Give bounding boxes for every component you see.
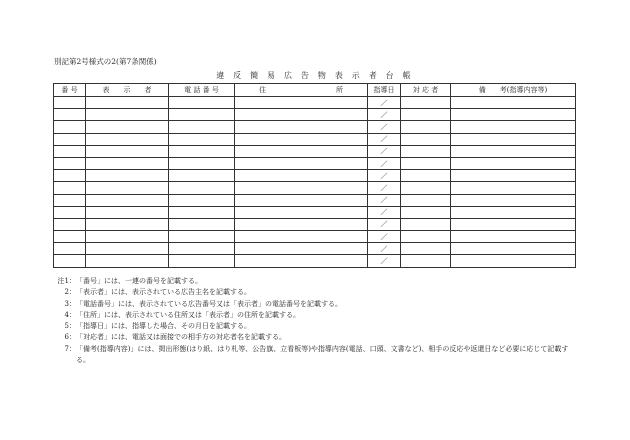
header-phone: 電 話 番 号 (169, 84, 235, 97)
cell-responder (401, 157, 451, 169)
cell-displayer (86, 206, 169, 218)
cell-responder (401, 97, 451, 109)
cell-address (235, 133, 368, 145)
register-body (54, 97, 576, 268)
cell-remarks (451, 97, 576, 109)
cell-number (54, 121, 86, 133)
cell-phone (169, 231, 235, 243)
cell-responder (401, 218, 451, 230)
cell-phone (169, 243, 235, 255)
cell-displayer (86, 97, 169, 109)
cell-address (235, 255, 368, 267)
cell-phone (169, 133, 235, 145)
header-displayer: 表 示 者 (86, 84, 169, 97)
note-number: 注1： (57, 277, 76, 285)
cell-guidance-date: ／ (368, 218, 401, 230)
cell-remarks (451, 255, 576, 267)
cell-remarks (451, 109, 576, 121)
table-row (54, 109, 576, 121)
table-row (54, 255, 576, 267)
note-number: 4： (64, 310, 76, 319)
cell-phone (169, 121, 235, 133)
cell-number (54, 109, 86, 121)
cell-phone (169, 255, 235, 267)
cell-displayer (86, 231, 169, 243)
note-text: 「指導日」には、指導した場合、その月日を記載する。 (76, 322, 251, 331)
cell-phone (169, 218, 235, 230)
note-number: 3： (64, 299, 76, 308)
cell-number (54, 182, 86, 194)
header-remarks: 備 考(指導内容等) (451, 84, 576, 97)
cell-displayer (86, 145, 169, 157)
note-text: 「表示者」には、表示されている広告主名を記載する。 (76, 288, 251, 297)
cell-phone (169, 206, 235, 218)
table-row (54, 218, 576, 230)
note-text: 「備考(指導内容)」には、掲出形態(はり紙、はり札等、公告旗、立看板等)や指導内容(電話、口頭、文書など)、相手の反応や返還日など必要に応じて記載する。 (76, 344, 569, 365)
cell-address (235, 145, 368, 157)
cell-guidance-date: ／ (368, 182, 401, 194)
cell-displayer (86, 109, 169, 121)
cell-displayer (86, 121, 169, 133)
cell-phone (169, 97, 235, 109)
cell-address (235, 182, 368, 194)
cell-number (54, 255, 86, 267)
table-row (54, 121, 576, 133)
note-text: 「番号」には、一連の番号を記載する。 (76, 277, 202, 285)
note-text: 「住所」には、表示されている住所又は「表示者」の住所を記載する。 (76, 310, 300, 319)
cell-displayer (86, 182, 169, 194)
table-row (54, 243, 576, 255)
cell-guidance-date: ／ (368, 255, 401, 267)
cell-responder (401, 121, 451, 133)
cell-displayer (86, 255, 169, 267)
cell-number (54, 194, 86, 206)
cell-guidance-date: ／ (368, 170, 401, 182)
table-header-row (54, 84, 576, 97)
table-row (54, 157, 576, 169)
table-row (54, 145, 576, 157)
note-text: 「電話番号」には、表示されている広告番号又は「表示者」の電話番号を記載する。 (76, 299, 342, 308)
cell-address (235, 121, 368, 133)
cell-remarks (451, 170, 576, 182)
cell-guidance-date: ／ (368, 206, 401, 218)
note-item (54, 287, 578, 298)
cell-number (54, 243, 86, 255)
cell-guidance-date: ／ (368, 133, 401, 145)
cell-displayer (86, 194, 169, 206)
cell-address (235, 157, 368, 169)
table-row (54, 182, 576, 194)
cell-address (235, 109, 368, 121)
note-number: 2： (64, 288, 76, 297)
form-number-label: 別記第2号様式の2(第7条関係) (54, 57, 157, 66)
cell-guidance-date: ／ (368, 109, 401, 121)
cell-phone (169, 170, 235, 182)
table-row (54, 170, 576, 182)
cell-number (54, 133, 86, 145)
cell-remarks (451, 194, 576, 206)
note-item (54, 332, 578, 343)
cell-remarks (451, 133, 576, 145)
table-row (54, 206, 576, 218)
cell-number (54, 206, 86, 218)
cell-remarks (451, 157, 576, 169)
cell-number (54, 218, 86, 230)
cell-displayer (86, 157, 169, 169)
cell-address (235, 206, 368, 218)
cell-guidance-date: ／ (368, 121, 401, 133)
cell-remarks (451, 218, 576, 230)
cell-address (235, 218, 368, 230)
cell-displayer (86, 243, 169, 255)
table-row (54, 97, 576, 109)
cell-phone (169, 194, 235, 206)
cell-phone (169, 109, 235, 121)
header-number: 番 号 (54, 84, 86, 97)
cell-guidance-date: ／ (368, 145, 401, 157)
cell-displayer (86, 133, 169, 145)
header-address: 住 所 (235, 84, 368, 97)
table-row (54, 194, 576, 206)
cell-displayer (86, 218, 169, 230)
cell-number (54, 170, 86, 182)
cell-responder (401, 145, 451, 157)
cell-remarks (451, 121, 576, 133)
cell-remarks (451, 206, 576, 218)
header-responder: 対 応 者 (401, 84, 451, 97)
cell-responder (401, 133, 451, 145)
document-title: 違 反 簡 易 広 告 物 表 示 者 台 帳 (216, 71, 414, 80)
cell-responder (401, 231, 451, 243)
note-text: 「対応者」には、電話又は面接での相手方の対応者名を記載する。 (76, 333, 286, 342)
cell-address (235, 194, 368, 206)
cell-responder (401, 243, 451, 255)
cell-number (54, 145, 86, 157)
note-number: 7： (64, 344, 76, 353)
note-item (54, 276, 578, 287)
notes-section (54, 276, 578, 366)
cell-responder (401, 109, 451, 121)
cell-responder (401, 182, 451, 194)
cell-guidance-date: ／ (368, 97, 401, 109)
note-item (54, 344, 578, 367)
cell-phone (169, 157, 235, 169)
register-table (53, 83, 576, 268)
cell-number (54, 231, 86, 243)
cell-guidance-date: ／ (368, 194, 401, 206)
cell-remarks (451, 231, 576, 243)
cell-address (235, 243, 368, 255)
note-item (54, 310, 578, 321)
note-item (54, 299, 578, 310)
cell-responder (401, 255, 451, 267)
cell-guidance-date: ／ (368, 157, 401, 169)
table-row (54, 133, 576, 145)
header-guidance-date: 指導日 (368, 84, 401, 97)
cell-address (235, 97, 368, 109)
cell-responder (401, 206, 451, 218)
note-number: 5： (64, 322, 76, 331)
table-row (54, 231, 576, 243)
cell-displayer (86, 170, 169, 182)
cell-guidance-date: ／ (368, 243, 401, 255)
cell-number (54, 157, 86, 169)
cell-address (235, 170, 368, 182)
cell-phone (169, 182, 235, 194)
note-item (54, 321, 578, 332)
cell-responder (401, 170, 451, 182)
cell-number (54, 97, 86, 109)
cell-responder (401, 194, 451, 206)
cell-remarks (451, 243, 576, 255)
note-number: 6： (64, 333, 76, 342)
cell-phone (169, 145, 235, 157)
cell-remarks (451, 145, 576, 157)
cell-remarks (451, 182, 576, 194)
cell-guidance-date: ／ (368, 231, 401, 243)
cell-address (235, 231, 368, 243)
